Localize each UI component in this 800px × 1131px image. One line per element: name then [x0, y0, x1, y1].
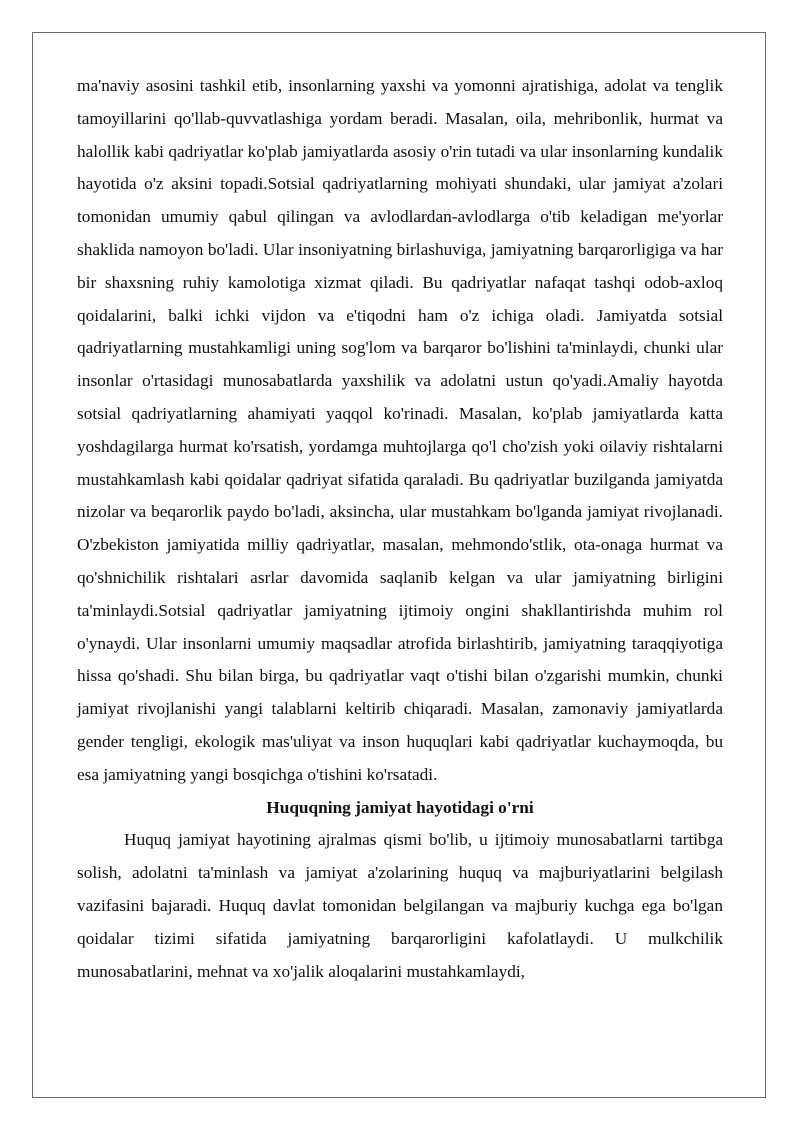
document-body [77, 70, 723, 988]
body-paragraph-1: ma'naviy asosini tashkil etib, insonlarning yaxshi va yomonni ajratishiga, adolat va tenglik tamoyillarini qo'llab-quvvatlashiga yordam beradi. Masalan, oila, mehribonlik, hurmat va halollik kabi qadriyatlar ko'plab jamiyatlarda asosiy o'rin tutadi va ular insonlarning kundalik hayotida o'z aksini topadi.Sotsial qadriyatlarning mohiyati shundaki, ular jamiyat a'zolari tomonidan umumiy qabul qilingan va avlodlardan-avlodlarga o'tib keladigan me'yorlar shaklida namoyon bo'ladi. Ular insoniyatning birlashuviga, jamiyatning barqarorligiga va har bir shaxsning ruhiy kamolotiga xizmat qiladi. Bu qadriyatlar nafaqat tashqi odob-axloq qoidalarini, balki ichki vijdon va e'tiqodni ham o'z ichiga oladi. Jamiyatda sotsial qadriyatlarning mustahkamligi uning sog'lom va barqaror bo'lishini ta'minlaydi, chunki ular insonlar o'rtasidagi munosabatlarda yaxshilik va adolatni ustun qo'yadi.Amaliy hayotda sotsial qadriyatlarning ahamiyati yaqqol ko'rinadi. Masalan, ko'plab jamiyatlarda katta yoshdagilarga hurmat ko'rsatish, yordamga muhtojlarga qo'l cho'zish yoki oilaviy rishtalarni mustahkamlash kabi qoidalar qadriyat sifatida qaraladi. Bu qadriyatlar buzilganda jamiyatda nizolar va beqarorlik paydo bo'ladi, aksincha, ular mustahkam bo'lganda jamiyat rivojlanadi. O'zbekiston jamiyatida milliy qadriyatlar, masalan, mehmondo'stlik, ota-onaga hurmat va qo'shnichilik rishtalari asrlar davomida saqlanib kelgan va ular jamiyatning birligini ta'minlaydi.Sotsial qadriyatlar jamiyatning ijtimoiy ongini shakllantirishda muhim rol o'ynaydi. Ular insonlarni umumiy maqsadlar atrofida birlashtirib, jamiyatning taraqqiyotiga hissa qo'shadi. Shu bilan birga, bu qadriyatlar vaqt o'tishi bilan o'zgarishi mumkin, chunki jamiyat rivojlanishi yangi talablarni keltirib chiqaradi. Masalan, zamonaviy jamiyatlarda gender tengligi, ekologik mas'uliyat va inson huquqlari kabi qadriyatlar kuchaymoqda, bu esa jamiyatning yangi bosqichga o'tishini ko'rsatadi. [77, 76, 723, 784]
section-heading: Huquqning jamiyat hayotidagi o'rni [266, 797, 534, 817]
body-paragraph-2: Huquq jamiyat hayotining ajralmas qismi bo'lib, u ijtimoiy munosabatlarni tartibga solish, adolatni ta'minlash va jamiyat a'zolarining huquq va majburiyatlarini belgilash vazifasini bajaradi. Huquq davlat tomonidan belgilangan va majburiy kuchga ega bo'lgan qoidalar tizimi sifatida jamiyatning barqarorligini kafolatlaydi. U mulkchilik munosabatlarini, mehnat va xo'jalik aloqalarini mustahkamlaydi, [77, 830, 723, 981]
